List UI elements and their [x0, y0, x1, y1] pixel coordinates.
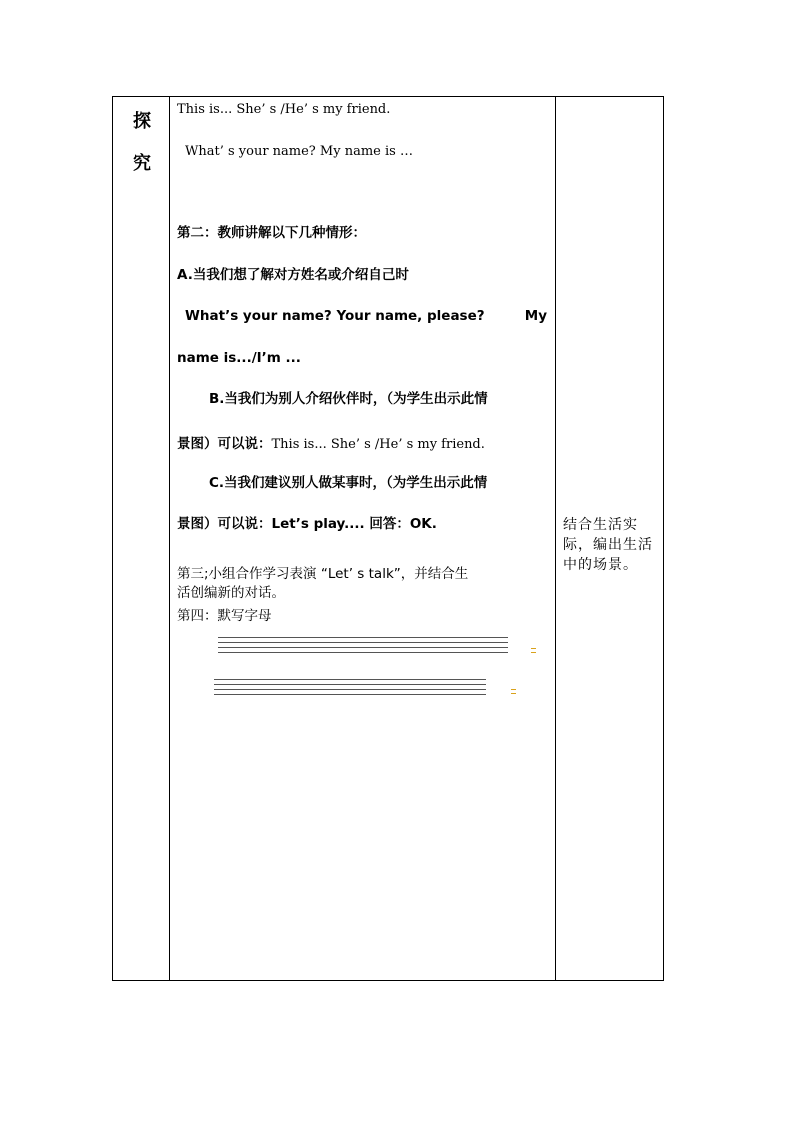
text-line-case-b: B.当我们为别人介绍伙伴时，（为学生出示此情: [209, 391, 488, 407]
text-line-case-a-phrases: [185, 310, 547, 324]
case-b-prefix: 景图）可以说：: [177, 436, 272, 452]
lesson-table: [112, 96, 664, 981]
anchor-mark-icon: [531, 648, 536, 653]
anchor-mark-icon: [511, 689, 516, 694]
writing-lines-2: [214, 679, 486, 699]
heading-step-two: 第二：教师讲解以下几种情形：: [177, 225, 366, 241]
design-note: 结合生活实际，编出生活中的场景。: [563, 517, 653, 573]
text-line-case-c: C.当我们建议别人做某事时，（为学生出示此情: [209, 475, 488, 491]
text-line-example-name: What’ s your name? My name is …: [185, 144, 413, 159]
heading-step-three: 第三;小组合作学习表演 “Let’ s talk”，并结合生: [177, 566, 469, 582]
text-line-case-c-cont: 景图）可以说：Let’s play.... 回答：OK.: [177, 516, 437, 532]
section-label-char-2: 究: [133, 153, 151, 174]
text-line-case-a: A.当我们想了解对方姓名或介绍自己时: [177, 267, 409, 283]
text-line-case-a-cont: name is.../I’m ...: [177, 350, 301, 366]
writing-lines-1: [218, 637, 508, 657]
heading-step-four: 第四：默写字母: [177, 608, 272, 624]
case-b-example: This is... She’ s /He’ s my friend.: [271, 437, 485, 452]
case-a-phrase: What’s your name? Your name, please?: [185, 308, 485, 324]
column-divider-2: [555, 97, 556, 980]
text-line-case-b-cont: [177, 435, 485, 452]
column-divider-1: [169, 97, 170, 980]
text-line-example-intro: This is... She’ s /He’ s my friend.: [177, 102, 391, 117]
case-a-phrase-end: My: [524, 308, 547, 324]
text-line-step-three-cont: 活创编新的对话。: [177, 585, 285, 601]
section-label-char-1: 探: [133, 111, 151, 132]
